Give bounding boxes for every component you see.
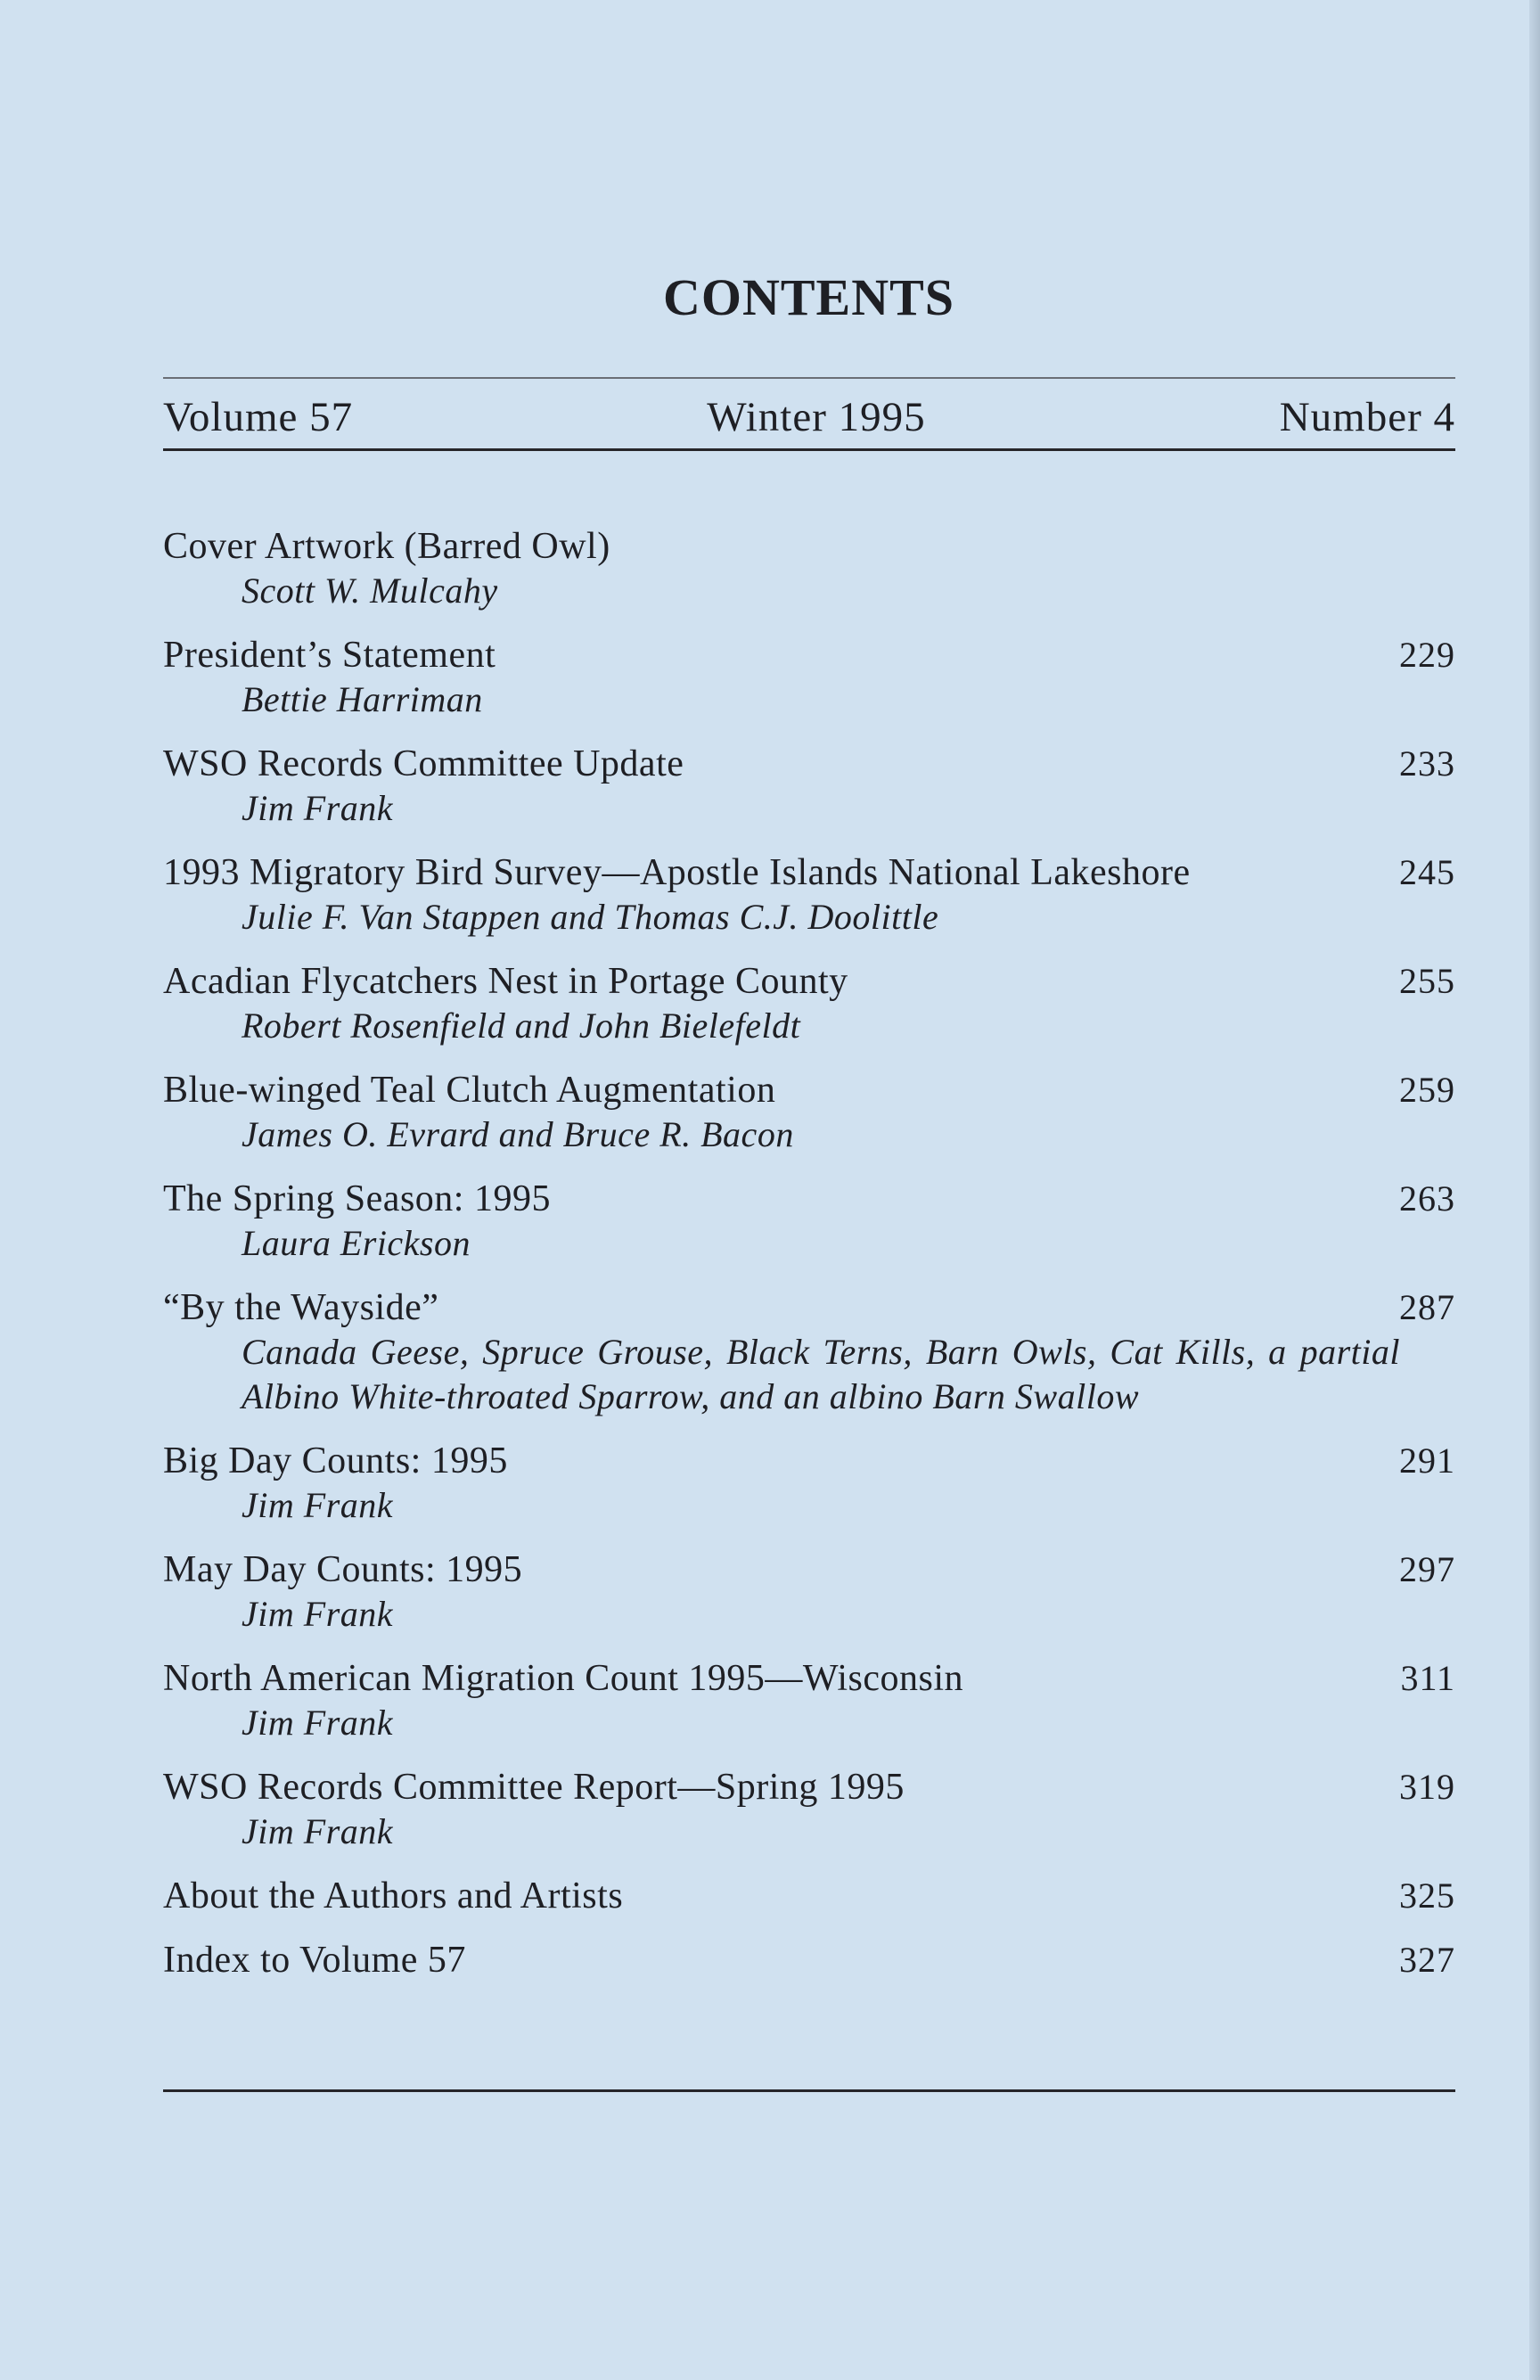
- entry-author: Jim Frank: [242, 1703, 394, 1743]
- contents-entry[interactable]: [163, 1068, 1455, 1157]
- entry-page: 263: [1399, 1178, 1455, 1219]
- entry-page: 325: [1399, 1875, 1455, 1916]
- bottom-divider: [163, 2089, 1455, 2092]
- entry-author: Jim Frank: [242, 1485, 394, 1525]
- entry-author: Julie F. Van Stappen and Thomas C.J. Doolittle: [242, 897, 939, 937]
- contents-entry[interactable]: [163, 524, 1455, 613]
- contents-entry[interactable]: [163, 742, 1455, 831]
- entry-title: The Spring Season: 1995: [163, 1178, 551, 1219]
- contents-entry[interactable]: [163, 1874, 1455, 1918]
- entry-title: WSO Records Committee Update: [163, 743, 684, 784]
- entry-title: Big Day Counts: 1995: [163, 1440, 508, 1481]
- entry-page: 255: [1399, 961, 1455, 1001]
- entry-page: 229: [1399, 635, 1455, 675]
- entry-author: Jim Frank: [242, 1811, 394, 1851]
- contents-entry[interactable]: [163, 1656, 1455, 1745]
- entry-page: 287: [1399, 1287, 1455, 1327]
- number-label: Number 4: [1279, 394, 1455, 440]
- entry-title: About the Authors and Artists: [163, 1875, 624, 1916]
- entry-page: 311: [1400, 1658, 1455, 1698]
- entry-author: Canada Geese, Spruce Grouse, Black Terns, Barn Owls, Cat Kills, a partial Albino White-throated Sparrow, and an albino Barn Swallow: [242, 1332, 1400, 1416]
- contents-entry[interactable]: [163, 1938, 1455, 1982]
- entry-author: Jim Frank: [242, 788, 394, 828]
- entry-title: Acadian Flycatchers Nest in Portage County: [163, 961, 848, 1002]
- entry-title: Index to Volume 57: [163, 1940, 466, 1981]
- page-edge: [1529, 0, 1540, 2380]
- volume-label: Volume 57: [163, 394, 354, 440]
- contents-entry[interactable]: [163, 1765, 1455, 1854]
- issue-info: [163, 390, 1455, 444]
- header-divider: [163, 448, 1455, 451]
- entry-author: Laura Erickson: [242, 1223, 471, 1263]
- entry-title: May Day Counts: 1995: [163, 1549, 523, 1590]
- contents-entry[interactable]: [163, 1547, 1455, 1637]
- entry-author: James O. Evrard and Bruce R. Bacon: [242, 1114, 794, 1154]
- entry-author: Bettie Harriman: [242, 679, 483, 719]
- entry-page: 259: [1399, 1070, 1455, 1110]
- entry-page: 297: [1399, 1549, 1455, 1589]
- entry-title: North American Migration Count 1995—Wisconsin: [163, 1658, 964, 1699]
- entry-title: Blue-winged Teal Clutch Augmentation: [163, 1070, 776, 1111]
- page-title: CONTENTS: [662, 268, 955, 326]
- season-label: Winter 1995: [707, 394, 926, 440]
- contents-entry[interactable]: [163, 959, 1455, 1048]
- entry-title: “By the Wayside”: [163, 1287, 439, 1328]
- entry-title: WSO Records Committee Report—Spring 1995: [163, 1767, 905, 1808]
- contents-entry[interactable]: [163, 1439, 1455, 1528]
- entry-title: Cover Artwork (Barred Owl): [163, 526, 610, 567]
- contents-entry[interactable]: [163, 1285, 1455, 1419]
- contents-entry[interactable]: [163, 633, 1455, 722]
- entry-page: 319: [1399, 1767, 1455, 1807]
- entry-title: 1993 Migratory Bird Survey—Apostle Islands National Lakeshore: [163, 852, 1191, 893]
- top-divider: [163, 377, 1455, 379]
- entry-page: 291: [1399, 1440, 1455, 1481]
- entry-page: 233: [1399, 743, 1455, 784]
- entry-author: Robert Rosenfield and John Bielefeldt: [242, 1005, 801, 1046]
- entry-page: 327: [1399, 1940, 1455, 1980]
- entry-title: President’s Statement: [163, 635, 496, 676]
- entry-author: Jim Frank: [242, 1594, 394, 1634]
- contents-list: [163, 524, 1455, 2002]
- entry-author: Scott W. Mulcahy: [242, 570, 498, 611]
- entry-page: 245: [1399, 852, 1455, 892]
- contents-entry[interactable]: [163, 850, 1455, 940]
- contents-entry[interactable]: [163, 1177, 1455, 1266]
